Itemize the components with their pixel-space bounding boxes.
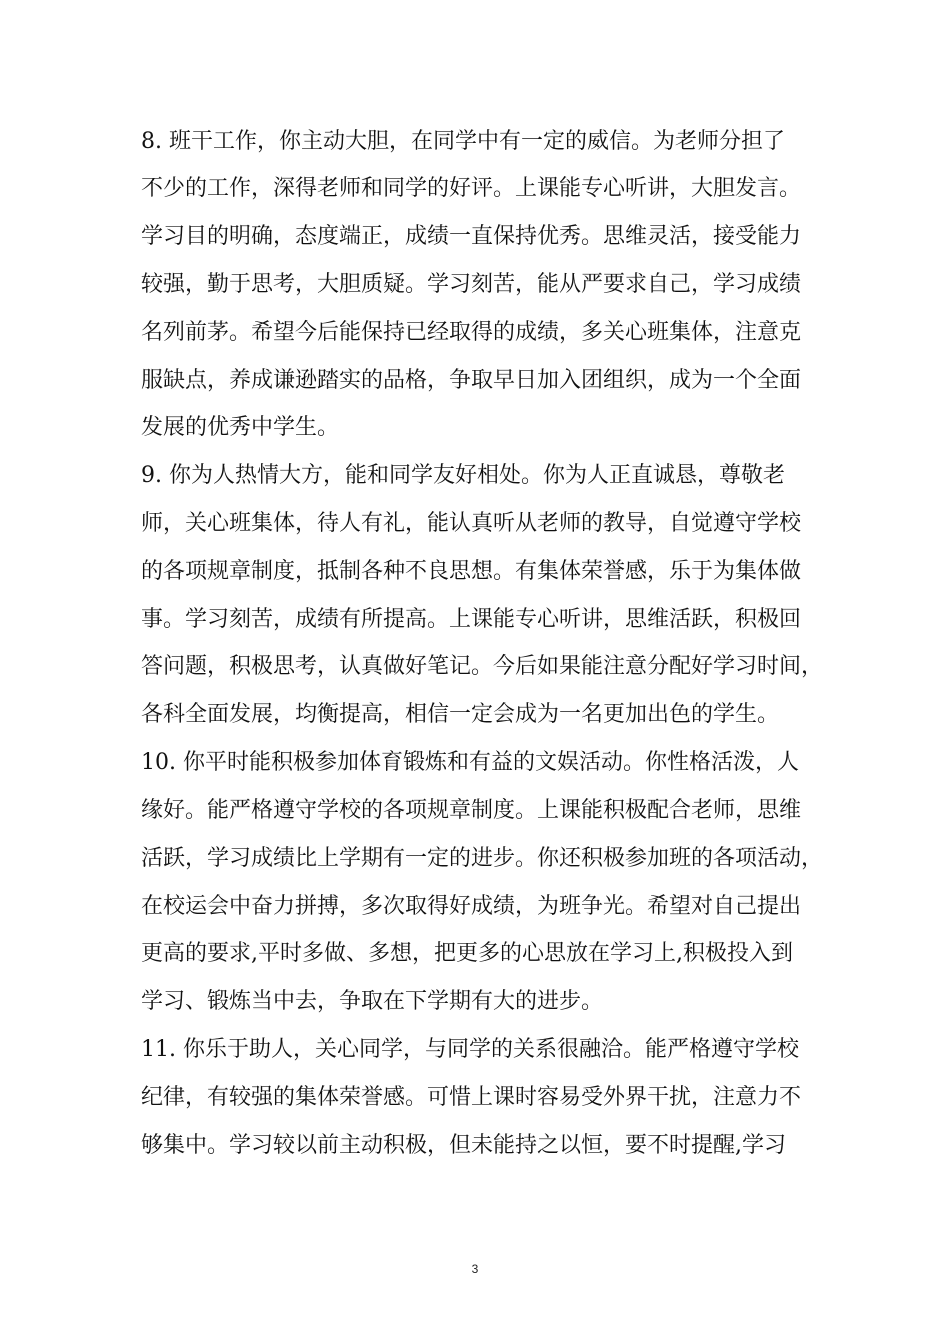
text-line: 9. 你为人热情大方，能和同学友好相处。你为人正直诚恳，尊敬老 xyxy=(141,463,785,488)
text-line: 师，关心班集体，待人有礼，能认真听从老师的教导，自觉遵守学校 xyxy=(141,511,802,536)
text-line: 各科全面发展，均衡提高，相信一定会成为一名更加出色的学生。 xyxy=(141,702,780,727)
text-line: 更高的要求,平时多做、多想，把更多的心思放在学习上,积极投入到 xyxy=(141,941,793,966)
text-line: 不少的工作，深得老师和同学的好评。上课能专心听讲，大胆发言。 xyxy=(141,176,802,201)
text-line: 名列前茅。希望今后能保持已经取得的成绩，多关心班集体，注意克 xyxy=(141,320,802,345)
text-line: 发展的优秀中学生。 xyxy=(141,415,340,440)
text-line: 11. 你乐于助人，关心同学，与同学的关系很融洽。能严格遵守学校 xyxy=(141,1037,799,1062)
text-line: 学习目的明确，态度端正，成绩一直保持优秀。思维灵活，接受能力 xyxy=(141,224,802,249)
text-line: 服缺点，养成谦逊踏实的品格，争取早日加入团组织，成为一个全面 xyxy=(141,368,802,393)
text-line: 纪律，有较强的集体荣誉感。可惜上课时容易受外界干扰，注意力不 xyxy=(141,1085,802,1110)
text-line: 学习、锻炼当中去，争取在下学期有大的进步。 xyxy=(141,989,604,1014)
text-line: 缘好。能严格遵守学校的各项规章制度。上课能积极配合老师，思维 xyxy=(141,798,802,823)
text-line: 10. 你平时能积极参加体育锻炼和有益的文娱活动。你性格活泼，人 xyxy=(141,750,799,775)
text-line: 活跃，学习成绩比上学期有一定的进步。你还积极参加班的各项活动， xyxy=(141,846,824,871)
page-number: 3 xyxy=(471,1262,479,1276)
text-line: 够集中。学习较以前主动积极，但未能持之以恒，要不时提醒,学习 xyxy=(141,1133,786,1158)
text-line: 在校运会中奋力拼搏，多次取得好成绩，为班争光。希望对自己提出 xyxy=(141,894,802,919)
text-line: 较强，勤于思考，大胆质疑。学习刻苦，能从严要求自己，学习成绩 xyxy=(141,272,802,297)
text-line: 事。学习刻苦，成绩有所提高。上课能专心听讲，思维活跃，积极回 xyxy=(141,607,802,632)
text-line: 答问题，积极思考，认真做好笔记。今后如果能注意分配好学习时间， xyxy=(141,654,824,679)
text-line: 的各项规章制度，抵制各种不良思想。有集体荣誉感，乐于为集体做 xyxy=(141,559,802,584)
text-line: 8. 班干工作，你主动大胆，在同学中有一定的威信。为老师分担了 xyxy=(141,129,785,154)
